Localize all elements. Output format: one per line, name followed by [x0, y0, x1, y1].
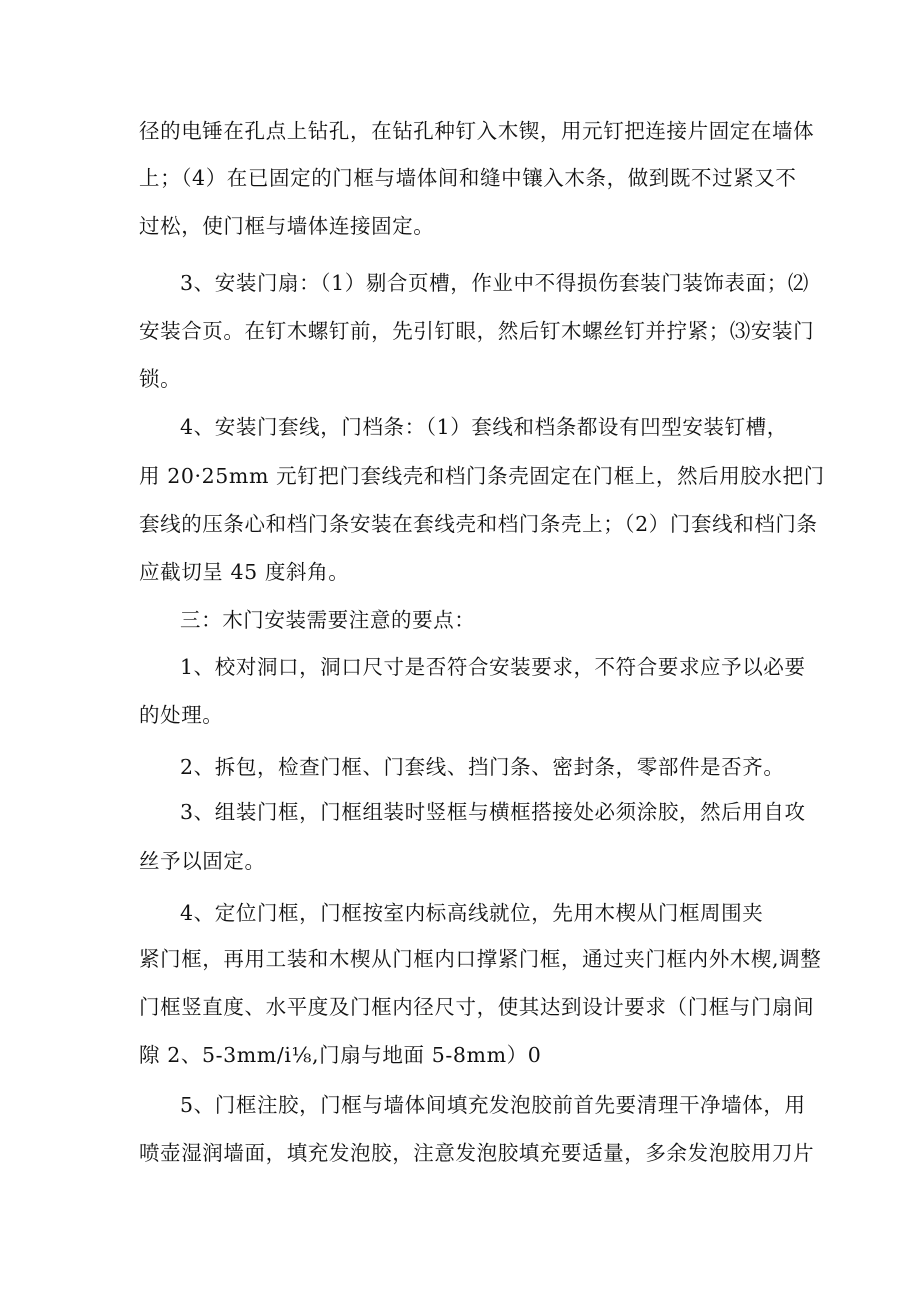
text-line: 安装合页。在钉木螺钉前，先引钉眼，然后钉木螺丝钉并拧紧；⑶安装门	[139, 319, 815, 343]
text-line: 径的电锤在孔点上钻孔，在钻孔种钉入木锲，用元钉把连接片固定在墙体	[139, 119, 815, 143]
text-line: 门框竖直度、水平度及门框内径尺寸，使其达到设计要求（门框与门扇间	[139, 995, 815, 1019]
text-line: 隙 2、5-3mm∕i⅛,门扇与地面 5-8mm）0	[139, 1043, 542, 1067]
text-line: 上；（4）在已固定的门框与墙体间和缝中镶入木条，做到既不过紧又不	[139, 166, 797, 190]
paragraph-start-line: 5、门框注胶，门框与墙体间填充发泡胶前首先要清理干净墙体，用	[180, 1093, 806, 1117]
text-line: 应截切呈 45 度斜角。	[139, 560, 350, 584]
paragraph-start-line: 1、校对洞口，洞口尺寸是否符合安装要求，不符合要求应予以必要	[180, 655, 806, 679]
text-line: 丝予以固定。	[139, 849, 266, 873]
paragraph-start-line: 3、安装门扇：（1）剔合页槽，作业中不得损伤套装门装饰表面；⑵	[180, 271, 809, 295]
paragraph-start-line: 3、组装门框，门框组装时竖框与横框搭接处必须涂胶，然后用自攻	[180, 800, 806, 824]
text-line: 过松，使门框与墙体连接固定。	[139, 214, 435, 238]
text-line: 紧门框，再用工装和木楔从门框内口撑紧门框，通过夹门框内外木楔,调整	[139, 947, 822, 971]
paragraph-start-line: 2、拆包，检查门框、门套线、挡门条、密封条，零部件是否齐。	[180, 755, 785, 779]
section-heading: 三：木门安装需要注意的要点：	[180, 608, 476, 632]
text-line: 用 20·25mm 元钉把门套线壳和档门条壳固定在门框上，然后用胶水把门	[139, 464, 825, 488]
text-line: 喷壶湿润墙面，填充发泡胶，注意发泡胶填充要适量，多余发泡胶用刀片	[139, 1141, 815, 1165]
text-line: 锁。	[139, 367, 182, 391]
paragraph-start-line: 4、安装门套线，门档条：（1）套线和档条都设有凹型安装钉槽，	[180, 415, 788, 439]
text-line: 套线的压条心和档门条安装在套线壳和档门条壳上；（2）门套线和档门条	[139, 512, 818, 536]
text-line: 的处理。	[139, 703, 224, 727]
paragraph-start-line: 4、定位门框，门框按室内标高线就位，先用木楔从门框周围夹	[180, 901, 764, 925]
